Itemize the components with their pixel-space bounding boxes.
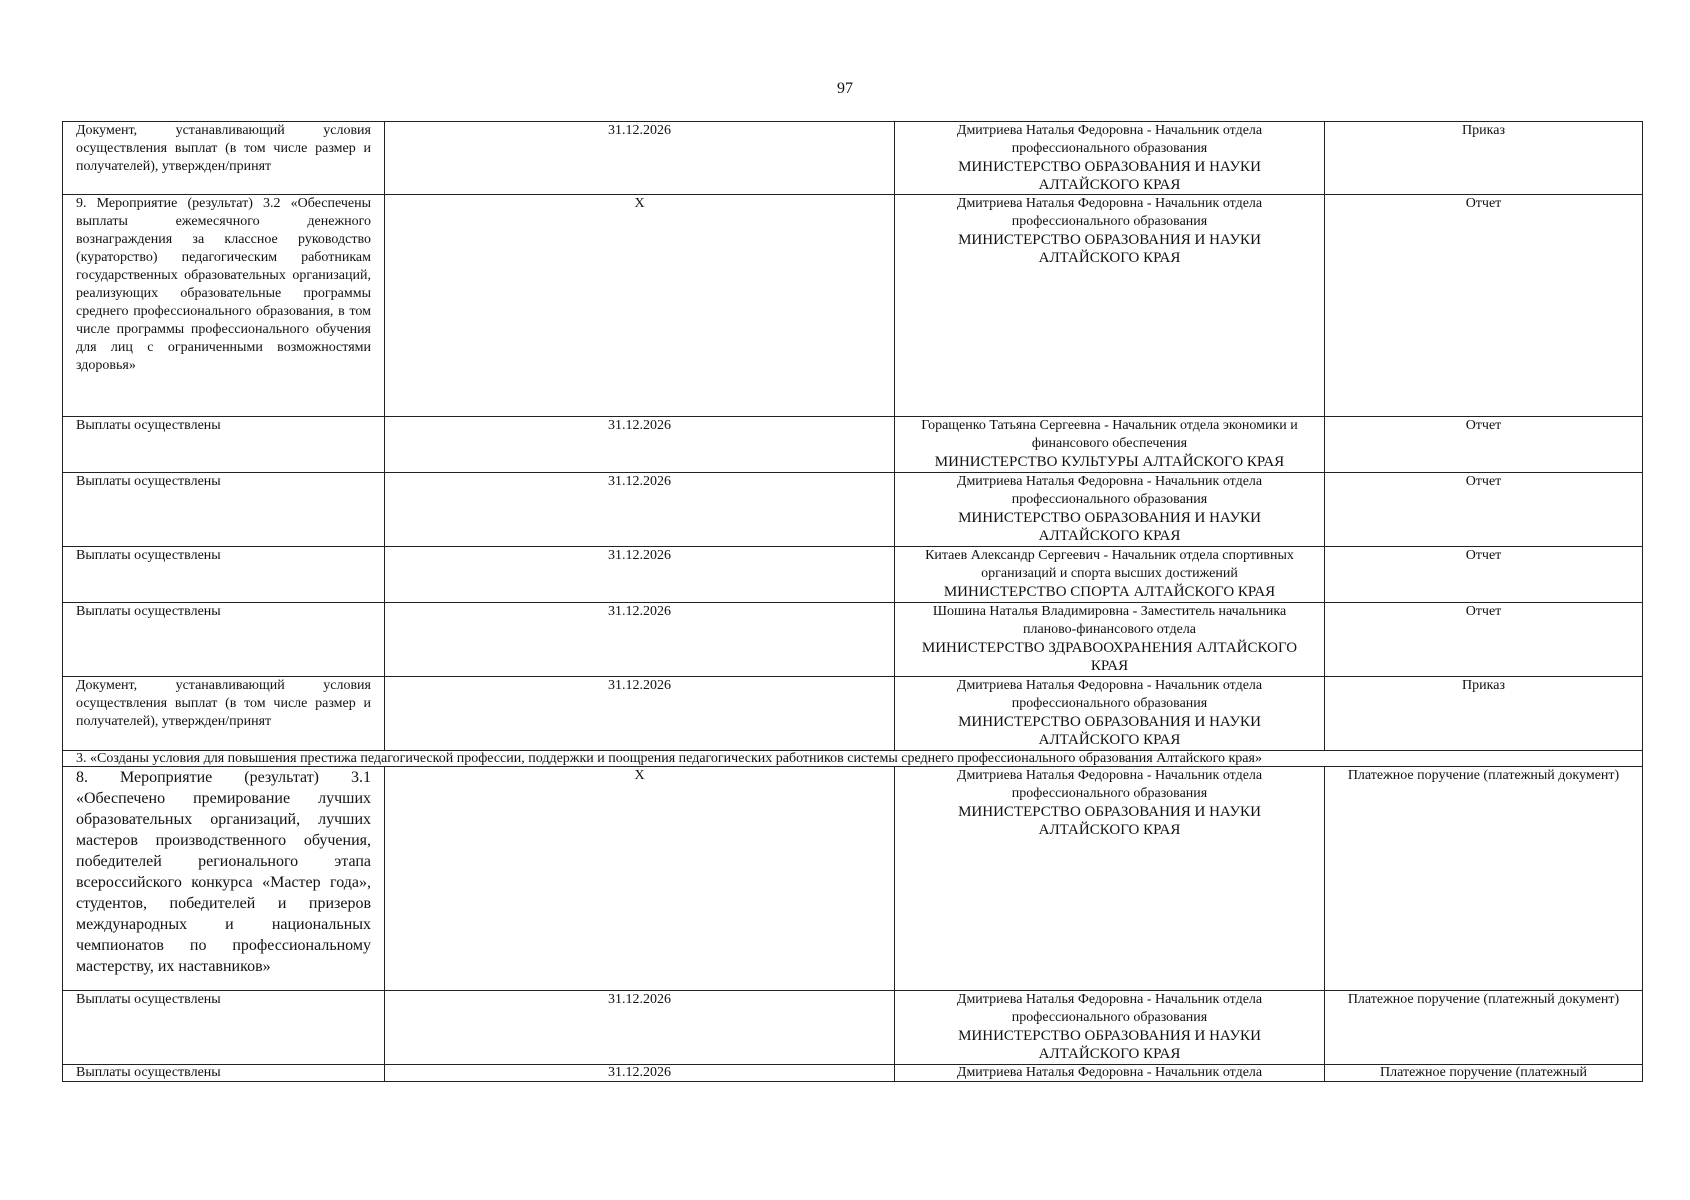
responsible-organization: МИНИСТЕРСТВО ОБРАЗОВАНИЯ И НАУКИ АЛТАЙСКОГО КРАЯ xyxy=(958,159,1261,193)
responsible-person: Дмитриева Наталья Федоровна - Начальник отдела профессионального образования xyxy=(956,196,1263,229)
row-description: Выплаты осуществлены xyxy=(63,417,385,473)
table-row xyxy=(63,122,1643,195)
responsible-organization: МИНИСТЕРСТВО ОБРАЗОВАНИЯ И НАУКИ АЛТАЙСКОГО КРАЯ xyxy=(958,804,1261,838)
row-date: 31.12.2026 xyxy=(385,473,895,547)
row-date: X xyxy=(385,195,895,417)
row-date: 31.12.2026 xyxy=(385,677,895,751)
row-description: 8. Мероприятие (результат) 3.1 «Обеспечено премирование лучших образовательных организаций, лучших мастеров производственного обучения, победителей регионального этапа всероссийского конкурса «Мастер года», студентов, победителей и призеров международных и национальных чемпионатов по профессиональному мастерству, их наставников» xyxy=(63,767,385,991)
row-description: Выплаты осуществлены xyxy=(63,1065,385,1082)
row-responsible xyxy=(895,195,1325,417)
row-responsible xyxy=(895,547,1325,603)
row-document-type: Приказ xyxy=(1325,677,1643,751)
responsible-person: Горащенко Татьяна Сергеевна - Начальник отдела экономики и финансового обеспечения xyxy=(921,418,1298,451)
row-responsible xyxy=(895,473,1325,547)
row-responsible: Дмитриева Наталья Федоровна - Начальник отдела xyxy=(895,1065,1325,1082)
responsible-person: Шошина Наталья Владимировна - Заместитель начальника планово-финансового отдела xyxy=(932,604,1287,637)
section-header: 3. «Созданы условия для повышения престижа педагогической профессии, поддержки и поощрения педагогических работников системы среднего профессионального образования Алтайского края» xyxy=(63,751,1643,767)
row-description: 9. Мероприятие (результат) 3.2 «Обеспечены выплаты ежемесячного денежного вознаграждения за классное руководство (кураторство) педагогическим работникам государственных образовательных организаций, реализующих образовательные программы среднего профессионального образования, в том числе программы профессионального обучения для лиц с ограниченными возможностями здоровья» xyxy=(63,195,385,417)
table-row xyxy=(63,473,1643,547)
row-responsible xyxy=(895,603,1325,677)
row-responsible xyxy=(895,677,1325,751)
row-date: 31.12.2026 xyxy=(385,417,895,473)
responsible-person: Дмитриева Наталья Федоровна - Начальник отдела профессионального образования xyxy=(956,123,1263,156)
row-date: 31.12.2026 xyxy=(385,991,895,1065)
row-description: Выплаты осуществлены xyxy=(63,991,385,1065)
row-responsible xyxy=(895,767,1325,991)
responsible-person: Дмитриева Наталья Федоровна - Начальник отдела профессионального образования xyxy=(956,768,1263,801)
row-responsible xyxy=(895,417,1325,473)
page-number: 97 xyxy=(837,80,853,97)
table-row xyxy=(63,767,1643,991)
table-row xyxy=(63,1065,1643,1082)
row-date: X xyxy=(385,767,895,991)
table-row xyxy=(63,991,1643,1065)
responsible-person: Дмитриева Наталья Федоровна - Начальник отдела профессионального образования xyxy=(956,474,1263,507)
responsible-person: Дмитриева Наталья Федоровна - Начальник отдела профессионального образования xyxy=(956,992,1263,1025)
row-description: Выплаты осуществлены xyxy=(63,603,385,677)
row-description: Выплаты осуществлены xyxy=(63,473,385,547)
table-row xyxy=(63,603,1643,677)
table-row xyxy=(63,417,1643,473)
row-document-type: Платежное поручение (платежный xyxy=(1325,1065,1643,1082)
row-document-type: Отчет xyxy=(1325,547,1643,603)
responsible-organization: МИНИСТЕРСТВО ОБРАЗОВАНИЯ И НАУКИ АЛТАЙСКОГО КРАЯ xyxy=(958,510,1261,544)
row-date: 31.12.2026 xyxy=(385,547,895,603)
responsible-organization: МИНИСТЕРСТВО ОБРАЗОВАНИЯ И НАУКИ АЛТАЙСКОГО КРАЯ xyxy=(958,714,1261,748)
row-date: 31.12.2026 xyxy=(385,603,895,677)
row-document-type: Платежное поручение (платежный документ) xyxy=(1325,767,1643,991)
responsible-organization: МИНИСТЕРСТВО КУЛЬТУРЫ АЛТАЙСКОГО КРАЯ xyxy=(934,454,1285,470)
row-document-type: Платежное поручение (платежный документ) xyxy=(1325,991,1643,1065)
section-header-row xyxy=(63,751,1643,767)
row-document-type: Отчет xyxy=(1325,603,1643,677)
responsible-person: Дмитриева Наталья Федоровна - Начальник отдела профессионального образования xyxy=(956,678,1263,711)
row-date: 31.12.2026 xyxy=(385,1065,895,1082)
row-responsible xyxy=(895,122,1325,195)
row-description: Документ, устанавливающий условия осуществления выплат (в том числе размер и получателей), утвержден/принят xyxy=(63,122,385,195)
responsible-organization: МИНИСТЕРСТВО ОБРАЗОВАНИЯ И НАУКИ АЛТАЙСКОГО КРАЯ xyxy=(958,232,1261,266)
row-description: Выплаты осуществлены xyxy=(63,547,385,603)
responsible-organization: МИНИСТЕРСТВО ЗДРАВООХРАНЕНИЯ АЛТАЙСКОГО КРАЯ xyxy=(921,640,1298,674)
row-document-type: Отчет xyxy=(1325,473,1643,547)
responsible-person: Китаев Александр Сергеевич - Начальник отдела спортивных организаций и спорта высших достижений xyxy=(925,548,1294,581)
row-responsible xyxy=(895,991,1325,1065)
row-description: Документ, устанавливающий условия осуществления выплат (в том числе размер и получателей), утвержден/принят xyxy=(63,677,385,751)
row-document-type: Отчет xyxy=(1325,417,1643,473)
table-row xyxy=(63,195,1643,417)
results-table xyxy=(62,121,1643,1082)
row-document-type: Приказ xyxy=(1325,122,1643,195)
row-document-type: Отчет xyxy=(1325,195,1643,417)
responsible-organization: МИНИСТЕРСТВО ОБРАЗОВАНИЯ И НАУКИ АЛТАЙСКОГО КРАЯ xyxy=(958,1028,1261,1062)
responsible-organization: МИНИСТЕРСТВО СПОРТА АЛТАЙСКОГО КРАЯ xyxy=(943,584,1276,600)
table-row xyxy=(63,677,1643,751)
row-date: 31.12.2026 xyxy=(385,122,895,195)
table-row xyxy=(63,547,1643,603)
